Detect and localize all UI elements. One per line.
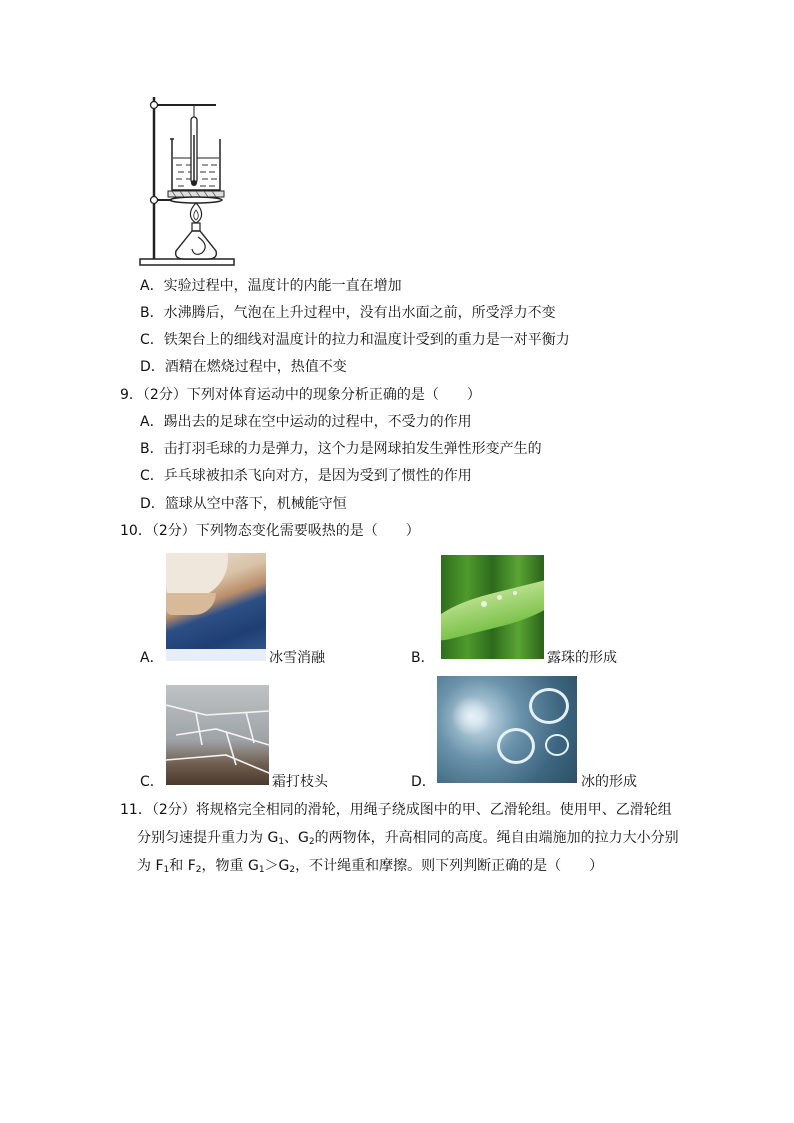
q8-option-d — [140, 357, 347, 377]
subscript: 2 — [289, 865, 296, 875]
subscript: 2 — [195, 865, 202, 875]
q11-stem-line2 — [137, 828, 679, 852]
option-letter: C． — [140, 332, 164, 348]
frost-branches-photo — [166, 685, 269, 785]
q11-text: 、G — [284, 830, 309, 846]
q11-text: ＞G — [264, 858, 290, 874]
option-text: 乒乓球被扣杀飞向对方，是因为受到了惯性的作用 — [163, 468, 472, 484]
option-text: 实验过程中，温度计的内能一直在增加 — [163, 278, 402, 294]
q11-text: 为 F — [137, 858, 164, 874]
option-letter: B． — [140, 305, 164, 321]
q9-option-a — [140, 412, 472, 432]
q10-option-a-letter: A． — [140, 650, 164, 666]
q11-text: ，不计绳重和摩擦。则下列判断正确的是（ ） — [295, 858, 604, 874]
boiling-apparatus-figure — [136, 95, 240, 270]
option-text: 酒精在燃烧过程中，热值不变 — [164, 359, 347, 375]
q11-stem-line1: 11．（2分）将规格完全相同的滑轮，用绳子绕成图中的甲、乙滑轮组。使用甲、乙滑轮组 — [120, 802, 672, 818]
subscript: 1 — [278, 837, 285, 847]
option-text: 铁架台上的细线对温度计的拉力和温度计受到的重力是一对平衡力 — [163, 332, 570, 348]
q10-option-c-caption: 霜打枝头 — [272, 774, 328, 790]
q8-option-c — [140, 330, 570, 350]
q9-option-c — [140, 466, 472, 486]
option-text: 击打羽毛球的力是弹力，这个力是网球拍发生弹性形变产生的 — [163, 441, 542, 457]
ice-crystal-photo — [437, 676, 577, 783]
subscript: 1 — [163, 865, 170, 875]
q10-stem: 10．（2分）下列物态变化需要吸热的是（ ） — [120, 523, 420, 539]
q11-text: 的两物体，升高相同的高度。绳自由端施加的拉力大小分别 — [314, 830, 679, 846]
ice-melting-photo — [166, 553, 266, 661]
option-text: 水沸腾后，气泡在上升过程中，没有出水面之前，所受浮力不变 — [163, 305, 556, 321]
option-letter: D． — [140, 496, 165, 512]
q11-text: 分别匀速提升重力为 G — [137, 830, 279, 846]
q9-option-d — [140, 494, 347, 514]
q10-option-b-letter: B． — [411, 650, 435, 666]
option-letter: C． — [140, 468, 164, 484]
option-text: 踢出去的足球在空中运动的过程中，不受力的作用 — [163, 414, 472, 430]
option-letter: D． — [140, 359, 165, 375]
q10-option-d-caption: 冰的形成 — [581, 774, 637, 790]
q10-option-b-caption: 露珠的形成 — [547, 650, 617, 666]
q10-option-c-letter: C． — [140, 774, 164, 790]
q11-text: 和 F — [169, 858, 196, 874]
dew-drops-photo — [441, 555, 544, 659]
option-letter: A． — [140, 278, 164, 294]
q9-option-b — [140, 439, 542, 459]
q11-stem-line3 — [137, 856, 603, 880]
q10-option-d-letter: D． — [411, 774, 436, 790]
subscript: 2 — [308, 837, 315, 847]
q8-option-b — [140, 303, 556, 323]
option-text: 篮球从空中落下，机械能守恒 — [164, 496, 347, 512]
q8-option-a — [140, 276, 402, 296]
q9-stem: 9．（2分）下列对体育运动中的现象分析正确的是（ ） — [120, 387, 481, 403]
option-letter: B． — [140, 441, 164, 457]
q10-option-a-caption: 冰雪消融 — [269, 650, 325, 666]
q11-text: ，物重 G — [201, 858, 259, 874]
option-letter: A． — [140, 414, 164, 430]
subscript: 1 — [258, 865, 265, 875]
